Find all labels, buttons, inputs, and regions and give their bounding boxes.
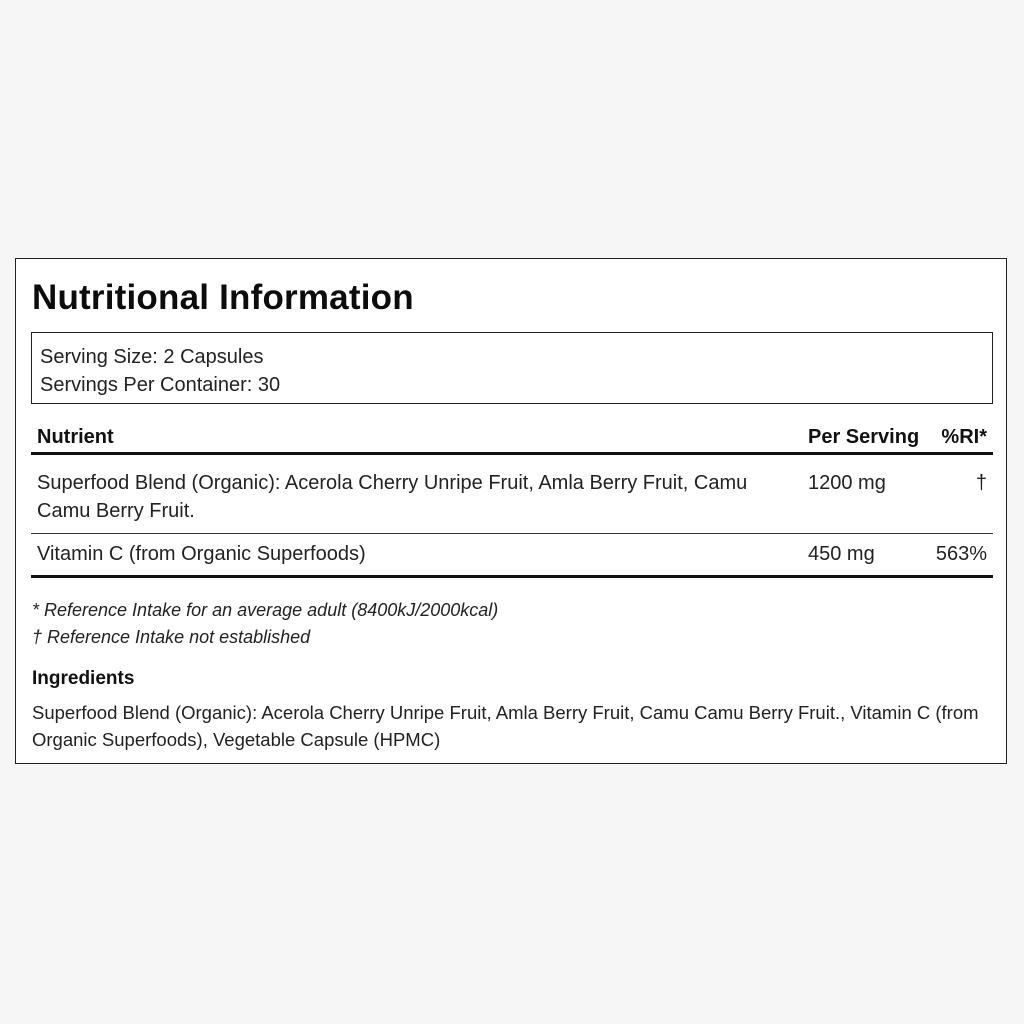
header-per-serving: Per Serving bbox=[808, 426, 920, 448]
nutrient-name: Superfood Blend (Organic): Acerola Cherry Unripe Fruit, Amla Berry Fruit, Camu Camu Berry Fruit. bbox=[37, 472, 748, 522]
per-serving-value: 450 mg bbox=[808, 543, 875, 565]
table-row bbox=[31, 455, 993, 534]
table-header-row bbox=[31, 419, 993, 455]
ingredients-list: Superfood Blend (Organic): Acerola Cherry Unripe Fruit, Amla Berry Fruit, Camu Camu Berry Fruit., Vitamin C (from Organic Superfoods), Vegetable Capsule (HPMC) bbox=[32, 702, 979, 750]
footnote-ri: * Reference Intake for an average adult (8400kJ/2000kcal) bbox=[32, 600, 499, 620]
nutrient-name: Vitamin C (from Organic Superfoods) bbox=[37, 543, 366, 565]
footnotes bbox=[32, 597, 498, 651]
servings-per-container: Servings Per Container: 30 bbox=[40, 374, 281, 396]
nutrient-table bbox=[31, 419, 993, 578]
serving-info-box bbox=[31, 332, 993, 404]
panel-title: Nutritional Information bbox=[32, 278, 414, 317]
ri-value: 563% bbox=[935, 543, 987, 565]
per-serving-value: 1200 mg bbox=[808, 472, 886, 494]
ingredients-heading: Ingredients bbox=[32, 668, 135, 689]
header-nutrient: Nutrient bbox=[37, 426, 114, 448]
table-row bbox=[31, 534, 993, 578]
header-ri: %RI* bbox=[941, 426, 987, 448]
ri-value: † bbox=[975, 472, 987, 494]
footnote-not-established: † Reference Intake not established bbox=[32, 627, 311, 647]
serving-size: Serving Size: 2 Capsules bbox=[40, 346, 264, 368]
nutrition-panel bbox=[15, 258, 1007, 764]
